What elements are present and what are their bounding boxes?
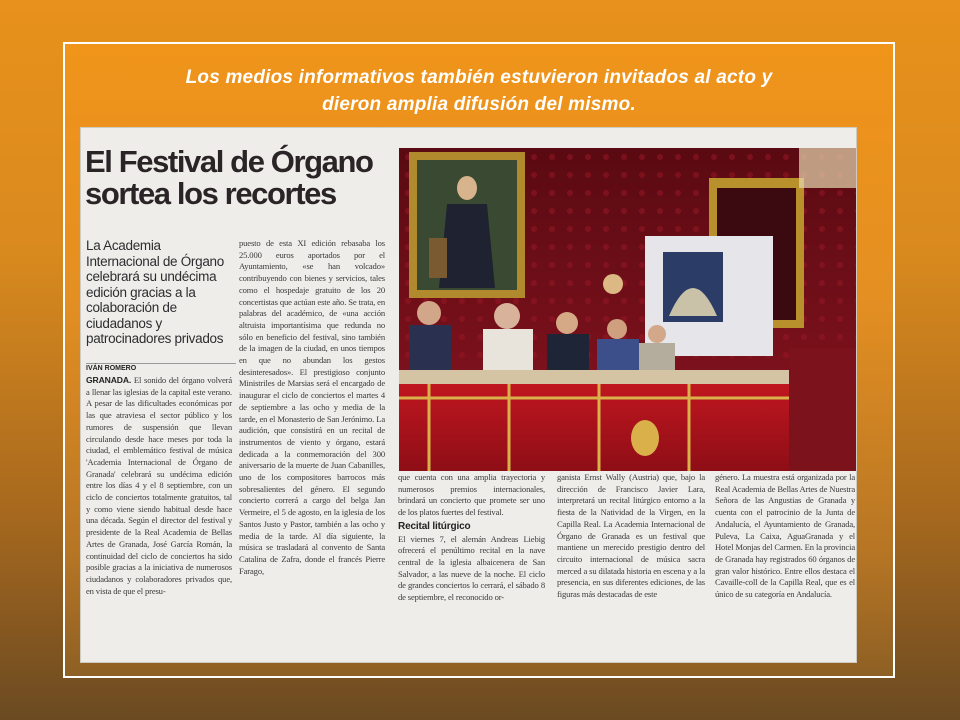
portrait-detail xyxy=(429,238,447,278)
article-column-3-text-2: El viernes 7, el alemán Andreas Liebig ofrecerá el penúltimo recital en la nave central de la iglesia albaicenera de San Salvador, a las nueve de la noche. El ciclo de grandes conciertos lo cerrará, el sábado 8 de septiembre, el reconocido or- xyxy=(398,533,545,603)
article-byline: IVÁN ROMERO xyxy=(86,363,236,372)
article-column-2-text: puesto de esta XI edición rebasaba los 25.000 euros aportados por el Ayuntamiento, «se han volcado» contribuyendo con bienes y servicios, tales como el hospedaje gratuito de los 20 concertistas que actúan este año. Se trata, en palabras del académico, de «una acción altruista importantísima que redunda no sólo en beneficio del festival, sino también de la imagen de la ciudad, en unos tiempos en que no abundan los gestos desinteresados». El prestigioso conjunto Ministriles de Marsias será el encargado de inaugurar el ciclo de conciertos el martes 4 de septiembre a las ocho y media de la tarde, en el Monasterio de San Jerónimo. La audición, que consistirá en un recital de instrumentos de viento y órgano, estará dedicada a la conmemoración del 300 aniversario de la muerte de Juan Cabanilles, uno de los compositores barrocos más sobresalientes del género. El segundo concierto correrá a cargo del belga Jan Vermeire, el 5 de agosto, en la iglesia de los Santos Justo y Pastor, también a las ocho y media de la tarde. Al día siguiente, la música se trasladará al convento de Santa Catalina de Zafra, donde el francés Pierre Farago, xyxy=(239,238,385,576)
right-wall-lower xyxy=(789,348,857,471)
article-subhead: La Academia Internacional de Órgano celebrará su undécima edición gracias a la colaboración de ciudadanos y patrocinadores privados xyxy=(86,238,224,346)
table-top xyxy=(399,370,789,384)
newspaper-clipping xyxy=(80,127,857,663)
caption-line-1: Los medios informativos también estuvieron invitados al acto y xyxy=(185,67,773,88)
portrait-body xyxy=(439,204,495,288)
article-column-1 xyxy=(86,375,232,597)
wall-lamp xyxy=(603,274,623,294)
chandelier xyxy=(799,148,857,188)
press-conference-illustration xyxy=(399,148,857,471)
article-column-4-text: ganista Ernst Wally (Austria) que, bajo la dirección de Francisco Javier Lara, interpretará un recital litúrgico entorno a la fiesta de la Natividad de la Virgen, en la Capilla Real. La Academia Internacional de Órgano de Granada es un festival que mantiene un merecido prestigio dentro del circuito internacional de música sacra merced a su dilatada historia en escena y a la presencia, en sus diferentes ediciones, de las figuras más destacadas de este xyxy=(557,472,705,600)
caption-line-2: dieron amplia difusión del mismo. xyxy=(322,94,636,115)
coat-of-arms xyxy=(631,420,659,456)
article-section-subhead: Recital litúrgico xyxy=(398,520,471,532)
article-column-3 xyxy=(398,472,545,604)
article-column-2 xyxy=(239,238,385,577)
article-dateline: GRANADA. xyxy=(86,375,132,385)
article-column-5 xyxy=(715,472,855,601)
slide-caption xyxy=(65,64,893,118)
portrait-face xyxy=(457,176,477,200)
article-column-1-text: El sonido del órgano volverá a llenar las iglesias de la capital este verano. A pesar de las dificultades económicas por las que atraviesa el sector público y los rumores de suspensión que llevan circulando desde hace meses por toda la ciudad, el emblemático festival de música 'Academia Internacional de Órgano de Granada' celebrará su undécima edición entre los días 4 y el 8 septiembre, con un ciclo de conciertos totalmente gratuitos, tal y como viene siendo habitual desde hace una década. Según el director del festival y presidente de la Real Academia de Bellas Artes de Granada, José García Román, la continuidad del ciclo de conciertos ha sido posible gracias a la iniciativa de numerosos ciudadanos y colaboradores privados que, en vista de que el presu- xyxy=(86,375,232,596)
article-headline: El Festival de Órgano sortea los recortes xyxy=(85,144,373,211)
press-conference-photo xyxy=(399,148,857,471)
article-column-5-text: género. La muestra está organizada por la Real Academia de Bellas Artes de Nuestra Señora de las Angustias de Granada y cuenta con el patrocinio de la Junta de Andalucía, el Ayuntamiento de Granada, Puleva, La Caixa, AguaGranada y el Hotel Monjas del Carmen. En la provincia de Granada hay registrados 60 órganos de gran valor histórico. Entre ellos destaca el Cavaille-coll de la Capilla Real, que es el único de su categoría en Andalucía. xyxy=(715,472,855,600)
article-column-4 xyxy=(557,472,705,601)
article-column-3-text: que cuenta con una amplia trayectoria y numerosos premios internacionales, brindará un concierto que promete ser uno de los platos fuertes del festival. xyxy=(398,472,545,518)
